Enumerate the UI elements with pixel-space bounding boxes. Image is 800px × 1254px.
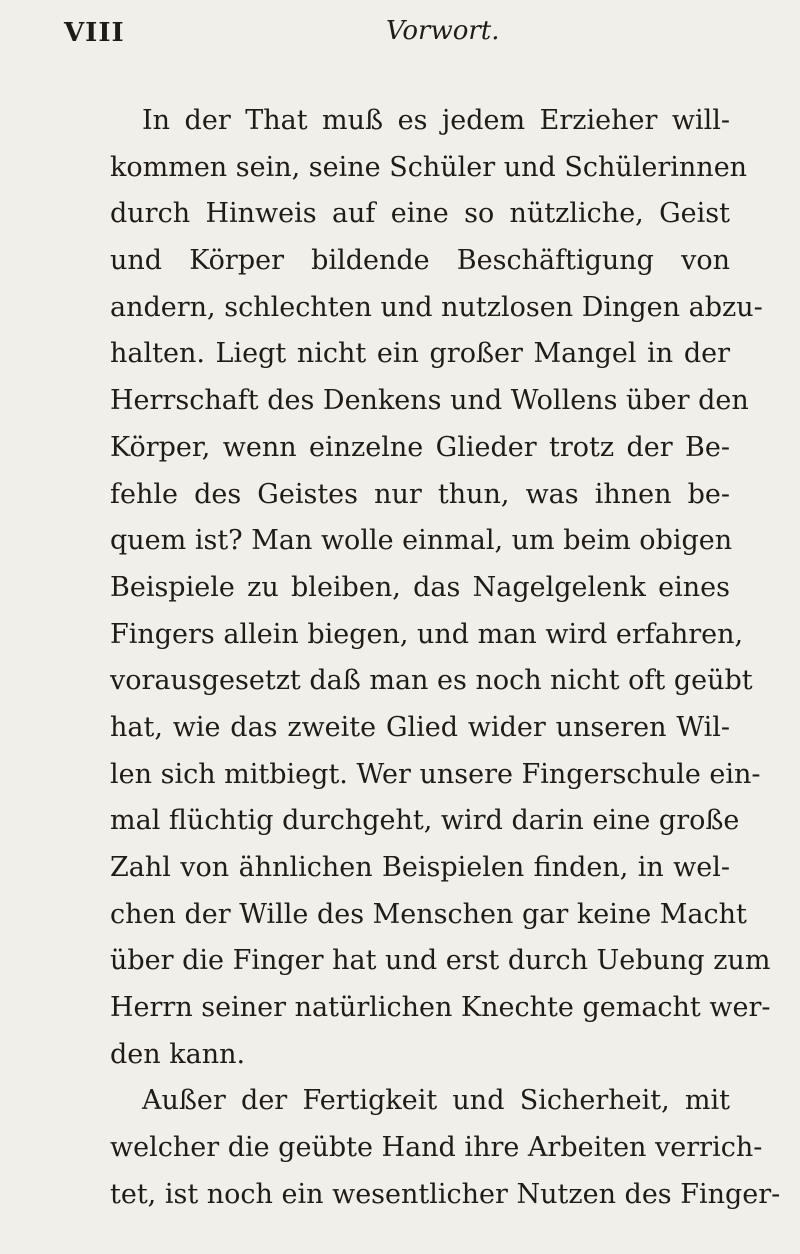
page-number: VIII [64, 18, 125, 48]
running-title: Vorwort. [386, 16, 500, 46]
text-line: halten. Liegt nicht ein großer Mangel in der [110, 338, 730, 370]
text-line: Herrn seiner natürlichen Knechte gemacht wer- [110, 992, 771, 1024]
text-line: Außer der Fertigkeit und Sicherheit, mit [142, 1085, 730, 1117]
text-line: durch Hinweis auf eine so nützliche, Geist [110, 198, 730, 230]
text-line: quem ist? Man wolle einmal, um beim obigen [110, 525, 733, 557]
text-line: tet, ist noch ein wesentlicher Nutzen des Finger- [110, 1178, 781, 1210]
text-line: Beispiele zu bleiben, das Nagelgelenk eines [110, 571, 730, 603]
text-line: fehle des Geistes nur thun, was ihnen be- [110, 478, 730, 510]
text-line: Herrschaft des Denkens und Wollens über den [110, 385, 749, 417]
text-line: hat, wie das zweite Glied wider unseren Wil- [110, 711, 730, 743]
text-line: vorausgesetzt daß man es noch nicht oft geübt [110, 665, 753, 697]
text-line: chen der Wille des Menschen gar keine Macht [110, 898, 747, 930]
text-line: len sich mitbiegt. Wer unsere Fingerschule ein- [110, 758, 761, 790]
text-line: In der That muß es jedem Erzieher will- [142, 105, 730, 136]
text-line: welcher die geübte Hand ihre Arbeiten verrich- [110, 1132, 763, 1164]
text-line: den kann. [110, 1038, 246, 1070]
text-line: Körper, wenn einzelne Glieder trotz der Be- [110, 431, 730, 463]
page-header [0, 8, 800, 58]
text-line: mal flüchtig durchgeht, wird darin eine große [110, 805, 740, 837]
text-line: Zahl von ähnlichen Beispielen finden, in wel- [110, 852, 730, 883]
text-line: und Körper bildende Beschäftigung von [110, 245, 730, 277]
body-text [110, 98, 781, 1219]
text-line: kommen sein, seine Schüler und Schülerinnen [110, 151, 748, 183]
text-line: über die Finger hat und erst durch Uebung zum [110, 945, 771, 977]
text-line: Fingers allein biegen, und man wird erfahren, [110, 618, 744, 650]
text-line: andern, schlechten und nutzlosen Dingen abzu- [110, 291, 763, 323]
